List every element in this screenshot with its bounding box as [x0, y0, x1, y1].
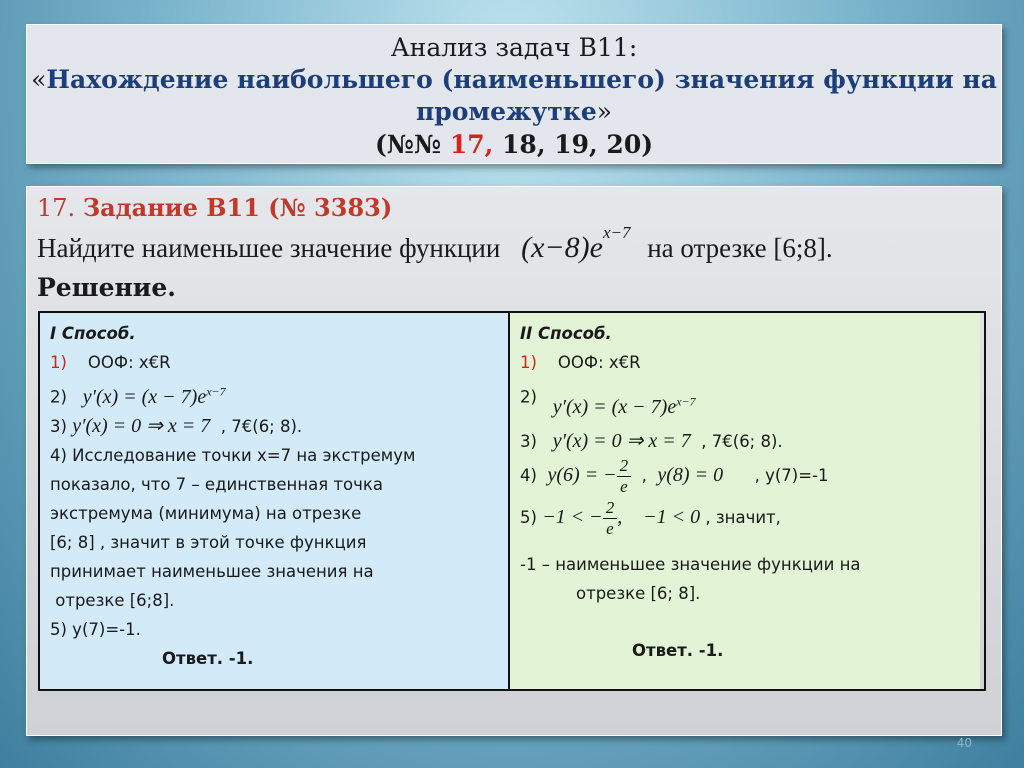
method-1-step-5: 5) y(7)=-1. — [50, 619, 141, 639]
method-2-conclusion-line-2: отрезке [6; 8]. — [576, 584, 701, 603]
content-box — [26, 186, 1002, 736]
task-title: Задание В11 (№ 3383) — [82, 193, 393, 222]
method-1-heading: I Способ. — [50, 324, 136, 343]
solution-table — [38, 311, 986, 691]
task-statement — [37, 223, 833, 265]
method-1-step-4-line-2: показало, что 7 – единственная точка — [50, 474, 383, 494]
method-2-step-3: 3) y′(x) = 0 ⇒ x = 7 , 7€(6; 8). — [520, 430, 783, 452]
open-quote: « — [31, 65, 47, 94]
method-2-heading: II Способ. — [520, 324, 612, 343]
method-1-step-4-line-4: [6; 8] , значит в этой точке функция — [50, 532, 367, 552]
segment-text: на отрезке [6;8]. — [647, 233, 833, 263]
title-line2 — [27, 64, 1001, 128]
close-quote: » — [596, 97, 613, 126]
page-number: 40 — [956, 736, 972, 750]
task-formula: $(x-8)e^{x-7}$ — [521, 223, 631, 264]
title-line1: Анализ задач В11: — [390, 33, 638, 62]
method-1-step-3: 3) y′(x) = 0 ⇒ x = 7 , 7€(6; 8). — [50, 414, 303, 437]
method-2-step-2: 2) $y'(x) = (x - 7)e^{x-7}$ — [520, 387, 696, 418]
method-1-step-2: 2) $y'(x) = (x - 7)e^{x-7}$ — [50, 384, 226, 408]
find-text: Найдите наименьшее значение функции — [37, 233, 501, 263]
method-1-step-1: 1) ООФ: x€R — [50, 353, 171, 372]
method-2-step-5: 5) −1 < − $\frac{2}{e}$ , −1 < 0 , значит, — [520, 498, 781, 538]
method-2-step-1: 1) ООФ: x€R — [520, 353, 641, 372]
method-2-conclusion-line-1: -1 – наименьшее значение функции на — [520, 555, 861, 574]
method-1-answer: Ответ. -1. — [162, 648, 254, 668]
title-line3-prefix: (№№ — [374, 130, 450, 159]
task-heading — [37, 193, 392, 222]
method-1-step-4-line-6: отрезке [6;8]. — [50, 590, 175, 610]
method-2-column — [510, 313, 980, 689]
title-line3-highlight: 17, — [449, 130, 494, 159]
method-1-step-4-line-5: принимает наименьшее значения на — [50, 561, 374, 581]
title-topic: Нахождение наибольшего (наименьшего) значения функции на промежутке — [46, 65, 997, 126]
method-1-step-4-line-3: экстремума (минимума) на отрезке — [50, 503, 362, 523]
method-1-step-4-line-1: 4) Исследование точки x=7 на экстремум — [50, 445, 416, 465]
task-number: 17. — [37, 194, 76, 222]
title-line3-rest: 18, 19, 20) — [493, 130, 654, 159]
method-2-step-4: 4) y(6) = − $\frac{2}{e}$ , y(8) = 0 , y(7)=-1 — [520, 456, 829, 496]
solution-label: Решение. — [37, 273, 176, 302]
method-1-column — [40, 313, 510, 689]
method-2-answer: Ответ. -1. — [632, 641, 724, 660]
title-line3 — [27, 130, 1001, 159]
title-box — [26, 24, 1002, 164]
